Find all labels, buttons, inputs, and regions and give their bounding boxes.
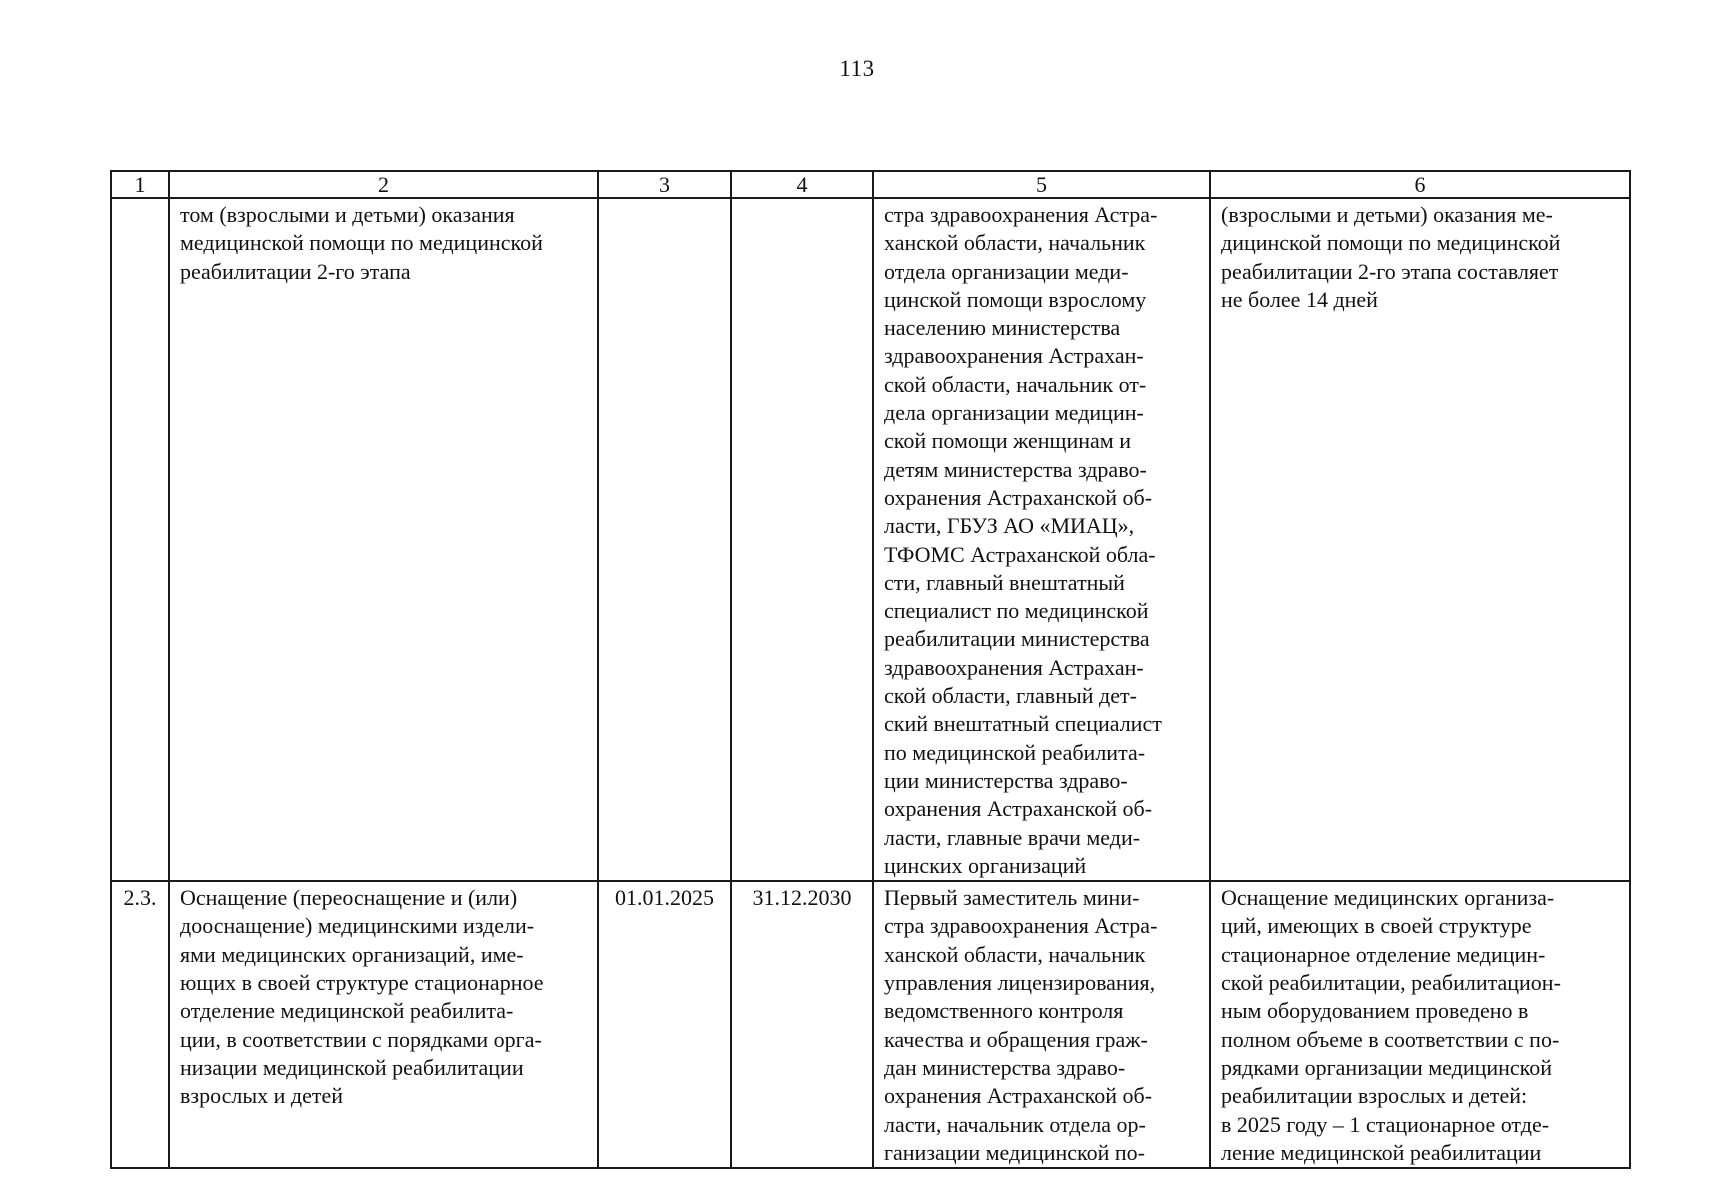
- start-date-cell: 01.01.2025: [598, 881, 731, 1168]
- column-header-2: 2: [169, 171, 598, 198]
- column-header-4: 4: [731, 171, 873, 198]
- responsible-executors-cell: стра здравоохранения Астра- ханской области, начальник отдела организации меди- цинской помощи взрослому населению министерства здравоохранения Астрахан- ской области, начальник от- дела организации медицин- ской помощи женщинам и детям министерства здраво- охранения Астраханской об- ласти, ГБУЗ АО «МИАЦ», ТФОМС Астраханской обла- сти, главный внештатный специалист по медицинской реабилитации министерства здравоохранения Астрахан- ской области, главный дет- ский внештатный специалист по медицинской реабилита- ции министерства здраво- охранения Астраханской об- ласти, главные врачи меди- цинских организаций: [873, 198, 1210, 881]
- column-header-6: 6: [1210, 171, 1630, 198]
- activity-name-cell: Оснащение (переоснащение и (или) дооснащение) медицинскими издели- ями медицинских организаций, име- ющих в своей структуре стационарное отделение медицинской реабилита- ции, в соответствии с порядками орга- низации медицинской реабилитации взрослых и детей: [169, 881, 598, 1168]
- result-description-cell: Оснащение медицинских организа- ций, имеющих в своей структуре стационарное отделение медицин- ской реабилитации, реабилитацион- ным оборудованием проведено в полном объеме в соответствии с по- рядками организации медицинской реабилитации взрослых и детей: в 2025 году – 1 стационарное отде- ление медицинской реабилитации: [1210, 881, 1630, 1168]
- item-number-cell: 2.3.: [111, 881, 169, 1168]
- end-date-cell: [731, 198, 873, 881]
- start-date-cell: [598, 198, 731, 881]
- column-header-1: 1: [111, 171, 169, 198]
- table-row: [111, 198, 1630, 881]
- column-header-3: 3: [598, 171, 731, 198]
- table-row: [111, 881, 1630, 1168]
- column-header-5: 5: [873, 171, 1210, 198]
- result-description-cell: (взрослыми и детьми) оказания ме- дицинской помощи по медицинской реабилитации 2-го этапа составляет не более 14 дней: [1210, 198, 1630, 881]
- page-number: 113: [839, 56, 875, 81]
- activity-name-cell: том (взрослыми и детьми) оказания медицинской помощи по медицинской реабилитации 2-го этапа: [169, 198, 598, 881]
- end-date-cell: 31.12.2030: [731, 881, 873, 1168]
- item-number-cell: [111, 198, 169, 881]
- responsible-executors-cell: Первый заместитель мини- стра здравоохранения Астра- ханской области, начальник управления лицензирования, ведомственного контроля качества и обращения граж- дан министерства здраво- охранения Астраханской об- ласти, начальник отдела ор- ганизации медицинской по-: [873, 881, 1210, 1168]
- activities-table: [110, 170, 1631, 1169]
- table-header-row: [111, 171, 1630, 198]
